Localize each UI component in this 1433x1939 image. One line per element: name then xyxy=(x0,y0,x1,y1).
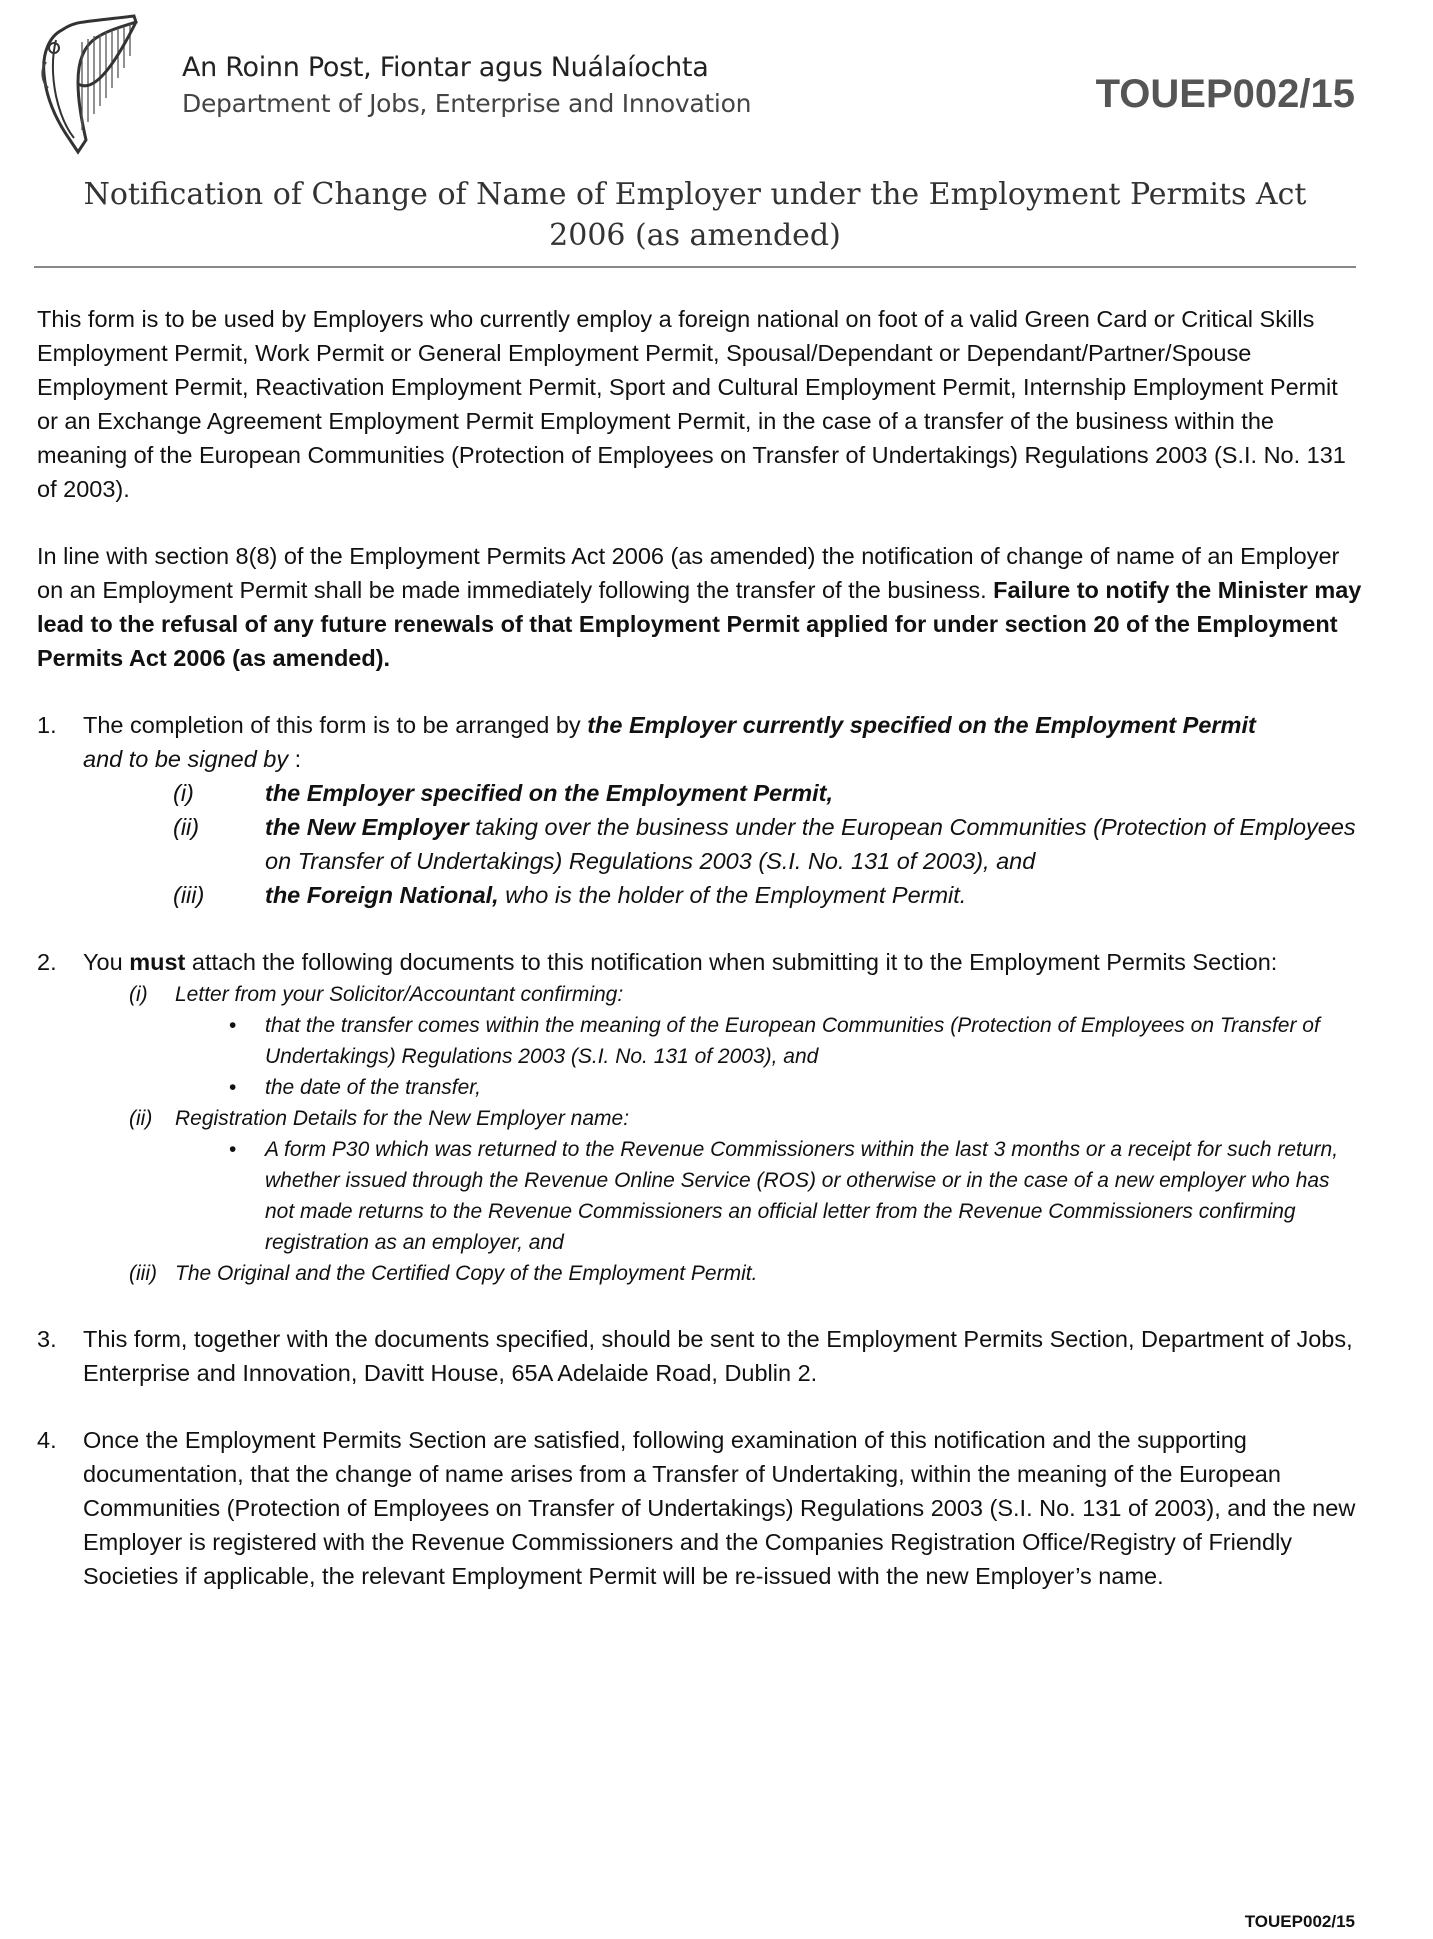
bullet-text: that the transfer comes within the meaning of the European Communities (Protection of Employees on Transfer of Undertakings) Regulations 2003 (S.I. No. 131 of 2003), and xyxy=(265,1014,1320,1068)
title-divider xyxy=(34,266,1356,268)
signatory-rest: who is the holder of the Employment Permit. xyxy=(498,882,967,908)
item-3-text: This form, together with the documents specified, should be sent to the Employment Permits Section, Department of Jobs, Enterprise and Innovation, Davitt House, 65A Adelaide Road, Dublin 2. xyxy=(83,1326,1353,1386)
signatory-bold: the New Employer xyxy=(265,814,469,840)
subhead-text: Letter from your Solicitor/Accountant confirming: xyxy=(175,983,624,1006)
item-1-text-b: the Employer currently specified on the Employment Permit xyxy=(587,712,1256,738)
item-number: 2. xyxy=(37,949,57,975)
signatory-item xyxy=(83,878,1362,912)
signatory-bold: the Foreign National, xyxy=(265,882,499,908)
list-item-4 xyxy=(37,1423,1362,1593)
document-bullet xyxy=(83,1010,1362,1072)
subhead-number: (i) xyxy=(129,983,148,1006)
item-number: 4. xyxy=(37,1427,57,1453)
form-code: TOUEP002/15 xyxy=(1095,72,1355,116)
bullet-icon: • xyxy=(229,1014,237,1037)
department-name-irish: An Roinn Post, Fiontar agus Nuálaíochta xyxy=(182,52,709,83)
bullet-text: A form P30 which was returned to the Revenue Commissioners within the last 3 months or a receipt for such return, whether issued through the Revenue Online Service (ROS) or otherwise or in the case of a new employer who has not made returns to the Revenue Commissioners an official letter from the Revenue Commissioners confirming registration as an employer, and xyxy=(265,1138,1339,1254)
signatory-number: (iii) xyxy=(173,882,205,908)
notice-warning: Failure to notify the Minister may lead to the refusal of any future renewals of that Employment Permit applied for under section 20 of the Employment Permits Act 2006 (as amended). xyxy=(37,577,1362,671)
item-2-text-c: attach the following documents to this notification when submitting it to the Employment Permits Section: xyxy=(185,949,1278,975)
footer-form-code: TOUEP002/15 xyxy=(1244,1912,1355,1931)
subhead-number: (iii) xyxy=(129,1262,157,1285)
subhead-number: (ii) xyxy=(129,1107,153,1130)
documents-list xyxy=(83,979,1362,1289)
item-number: 1. xyxy=(37,712,57,738)
signatory-item xyxy=(83,810,1362,878)
item-4-text: Once the Employment Permits Section are satisfied, following examination of this notification and the supporting documentation, that the change of name arises from a Transfer of Undertaking, within the meaning of the European Communities (Protection of Employees on Transfer of Undertakings) Regulations 2003 (S.I. No. 131 of 2003), and the new Employer is registered with the Revenue Commissioners and the Companies Registration Office/Registry of Friendly Societies if applicable, the relevant Employment Permit will be re-issued with the new Employer’s name. xyxy=(83,1427,1356,1589)
item-2-text xyxy=(83,945,1362,979)
documents-subhead xyxy=(83,1103,1362,1134)
document-title xyxy=(34,174,1356,256)
document-bullet xyxy=(83,1072,1362,1103)
item-2-text-b: must xyxy=(129,949,186,975)
title-line-2: 2006 (as amended) xyxy=(549,218,841,253)
document-body xyxy=(37,302,1362,1626)
list-item-1 xyxy=(37,708,1362,912)
document-bullet xyxy=(83,1134,1362,1258)
signatory-number: (ii) xyxy=(173,814,200,840)
document-header xyxy=(0,0,1433,170)
documents-subhead xyxy=(83,979,1362,1010)
signatory-bold: the Employer specified on the Employment Permit, xyxy=(265,780,834,806)
subhead-text: The Original and the Certified Copy of the Employment Permit. xyxy=(175,1262,758,1285)
list-item-3 xyxy=(37,1322,1362,1390)
notice-paragraph xyxy=(37,539,1362,675)
item-1-text-d: : xyxy=(288,746,302,772)
item-1-text-a: The completion of this form is to be arranged by xyxy=(83,712,588,738)
irish-harp-icon xyxy=(32,12,144,160)
item-number: 3. xyxy=(37,1326,57,1352)
bullet-icon: • xyxy=(229,1138,237,1161)
intro-paragraph: This form is to be used by Employers who currently employ a foreign national on foot of a valid Green Card or Critical Skills Employment Permit, Work Permit or General Employment Permit, Spousal/Dependant or Dependant/Partner/Spouse Employment Permit, Reactivation Employment Permit, Sport and Cultural Employment Permit, Internship Employment Permit or an Exchange Agreement Employment Permit Employment Permit, in the case of a transfer of the business within the meaning of the European Communities (Protection of Employees on Transfer of Undertakings) Regulations 2003 (S.I. No. 131 of 2003). xyxy=(37,306,1346,502)
item-1-text-c: and to be signed by xyxy=(83,746,289,772)
documents-subhead xyxy=(83,1258,1362,1289)
list-item-2 xyxy=(37,945,1362,1289)
signatory-number: (i) xyxy=(173,780,194,806)
subhead-text: Registration Details for the New Employer name: xyxy=(175,1107,630,1130)
item-1-text xyxy=(83,708,1362,776)
signatory-rest: taking over the business under the European Communities (Protection of Employees on Transfer of Undertakings) Regulations 2003 (S.I. No. 131 of 2003), and xyxy=(265,814,1356,874)
signatory-item xyxy=(83,776,1362,810)
title-line-1: Notification of Change of Name of Employer under the Employment Permits Act xyxy=(83,177,1307,212)
notice-text: In line with section 8(8) of the Employment Permits Act 2006 (as amended) the notification of change of name of an Employer on an Employment Permit shall be made immediately following the transfer of the business. xyxy=(37,543,1340,603)
bullet-text: the date of the transfer, xyxy=(265,1076,481,1099)
bullet-icon: • xyxy=(229,1076,237,1099)
department-name-english: Department of Jobs, Enterprise and Innovation xyxy=(182,89,752,118)
item-2-text-a: You xyxy=(83,949,130,975)
